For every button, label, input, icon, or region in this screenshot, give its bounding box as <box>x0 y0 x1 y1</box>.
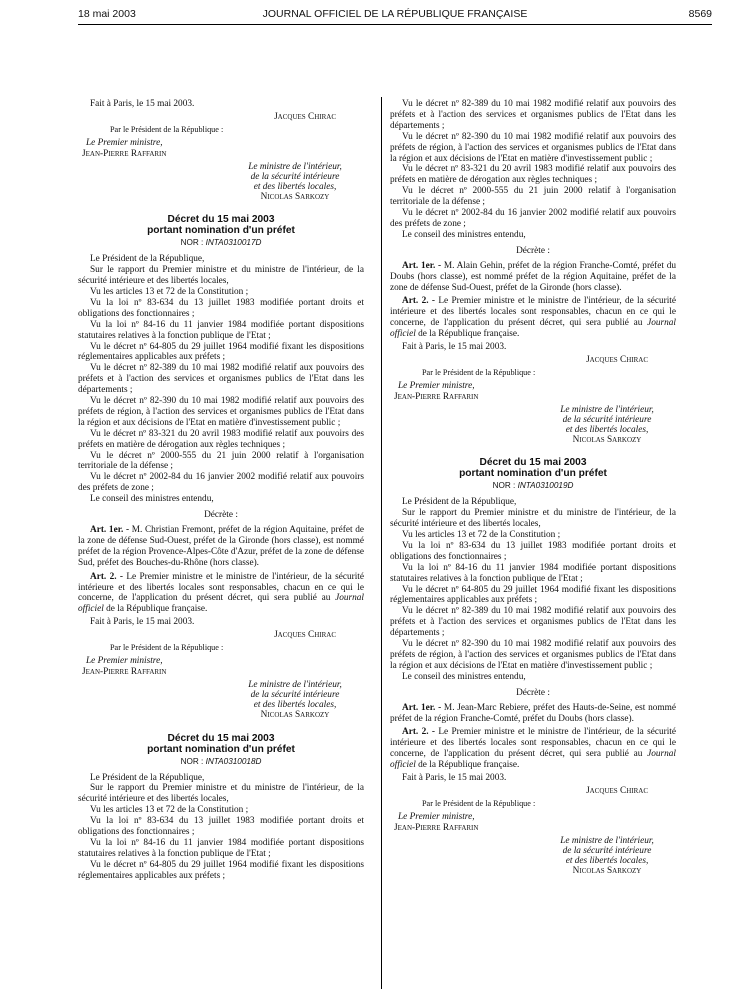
journal-officiel-ref: Journal officiel <box>78 593 364 615</box>
visa-paragraph: Le conseil des ministres entendu, <box>402 229 526 240</box>
fait-line: Fait à Paris, le 15 mai 2003. <box>402 342 507 353</box>
fait-line: Fait à Paris, le 15 mai 2003. <box>90 617 195 628</box>
visa-paragraph: Vu la loi nº 83-634 du 13 juillet 1983 modifiée portant droits et obligations des fonctionnaires ; <box>390 540 676 562</box>
nor-label: NOR : <box>180 238 204 248</box>
premier-ministre-name: Jean-Pierre Raffarin <box>82 148 167 159</box>
ministre-title-line: Le ministre de l'intérieur, <box>248 679 342 690</box>
par-le-president: Par le Président de la République : <box>110 643 224 653</box>
ministre-title-line: et des libertés locales, <box>253 181 337 192</box>
article-2 <box>78 572 364 616</box>
ministre-title-line: Le ministre de l'intérieur, <box>560 404 654 415</box>
article-text: M. Alain Gehin, préfet de la région Franche-Comté, préfet du Doubs (hors classe), est nommé préfet de la région Aquitaine, préfet de la zone de défense Sud-Ouest, préfet de la Gironde (hors classe). <box>390 260 676 293</box>
premier-ministre-name: Jean-Pierre Raffarin <box>394 822 479 833</box>
visa-paragraph: Le Président de la République, <box>402 497 517 508</box>
nor-code: INTA0310019D <box>517 481 574 491</box>
article-text: de la République française. <box>415 329 520 340</box>
decree-nor <box>78 238 364 249</box>
visa-paragraph: Le conseil des ministres entendu, <box>90 494 214 505</box>
article-text: Le Premier ministre et le ministre de l'intérieur, de la sécurité intérieure et des libertés locales sont responsables, chacun en ce qui le concerne, de l'application du présent décret, qui sera publié au <box>390 296 677 329</box>
ministre-title-line: de la sécurité intérieure <box>250 171 340 182</box>
visa-paragraph: Vu la loi nº 83-634 du 13 juillet 1983 modifiée portant droits et obligations des fonctionnaires ; <box>78 816 364 838</box>
decree-title-line1: Décret du 15 mai 2003 <box>167 214 275 226</box>
article-label: Art. 1er. - <box>90 525 130 535</box>
visa-paragraph: Vu le décret nº 82-389 du 10 mai 1982 modifié relatif aux pouvoirs des préfets et à l'action des services et organismes publics de l'Etat dans les départements ; <box>390 99 676 131</box>
premier-ministre-title: Le Premier ministre, <box>398 380 475 391</box>
premier-ministre-title: Le Premier ministre, <box>398 811 475 822</box>
decree-nor <box>78 757 364 768</box>
article-1 <box>390 703 676 725</box>
ministre-name: Nicolas Sarkozy <box>572 435 642 446</box>
decree-title <box>78 733 364 755</box>
ministre-title-line: de la sécurité intérieure <box>562 845 652 856</box>
ministre-title-line: et des libertés locales, <box>253 700 337 711</box>
decree-visas <box>390 497 676 682</box>
ministre-title-line: de la sécurité intérieure <box>562 414 652 425</box>
decree-title-line2: portant nomination d'un préfet <box>459 468 607 480</box>
signature-president: Jacques Chirac <box>586 354 648 365</box>
ministre-title-line: Le ministre de l'intérieur, <box>248 161 342 172</box>
page-header <box>78 8 712 24</box>
decree-visas-continued <box>390 99 676 241</box>
visa-paragraph: Vu le décret nº 2000-555 du 21 juin 2000 relatif à l'organisation territoriale de la défense ; <box>78 450 364 472</box>
visa-paragraph: Sur le rapport du Premier ministre et du ministre de l'intérieur, de la sécurité intérieure et des libertés locales, <box>390 508 676 530</box>
decrete-heading: Décrète : <box>204 510 238 521</box>
visa-paragraph: Vu le décret nº 82-389 du 10 mai 1982 modifié relatif aux pouvoirs des préfets et à l'action des services et organismes publics de l'Etat dans les départements ; <box>390 606 676 639</box>
signature-president: Jacques Chirac <box>586 785 648 796</box>
visa-paragraph: Vu le décret nº 2002-84 du 16 janvier 2002 modifié relatif aux pouvoirs des préfets de zone ; <box>390 208 676 229</box>
nor-code: INTA0310017D <box>205 238 262 248</box>
journal-officiel-ref: Journal officiel <box>390 318 676 340</box>
ministre-signature <box>226 162 364 203</box>
visa-paragraph: Le Président de la République, <box>90 772 205 783</box>
visa-paragraph: Vu le décret nº 83-321 du 20 avril 1983 modifié relatif aux pouvoirs des préfets en matière de dérogation aux règles techniques ; <box>390 164 676 186</box>
header-page-number: 8569 <box>688 8 712 20</box>
article-text: M. Christian Fremont, préfet de la région Aquitaine, préfet de la zone de défense Sud-Ouest, préfet de la Gironde (hors classe), est nommé préfet de la région Provence-Alpes-Côte d'Azur, préfet de la zone de défense Sud, préfet des Bouches-du-Rhône (hors classe). <box>78 525 364 568</box>
decrete-heading: Décrète : <box>516 687 550 698</box>
article-1 <box>78 525 364 569</box>
visa-paragraph: Vu le décret nº 64-805 du 29 juillet 1964 modifié fixant les dispositions réglementaires applicables aux préfets ; <box>78 341 364 363</box>
article-text: Le Premier ministre et le ministre de l'intérieur, de la sécurité intérieure et des libertés locales sont responsables, chacun en ce qui le concerne, de l'application du présent décret, qui sera publié au <box>390 727 677 760</box>
visa-paragraph: Vu la loi nº 84-16 du 11 janvier 1984 modifiée portant dispositions statutaires relatives à la fonction publique de l'Etat ; <box>78 319 364 341</box>
premier-ministre-name: Jean-Pierre Raffarin <box>82 666 167 677</box>
visa-paragraph: Sur le rapport du Premier ministre et du ministre de l'intérieur, de la sécurité intérieure et des libertés locales, <box>78 783 364 805</box>
left-column <box>78 99 364 882</box>
ministre-title-line: et des libertés locales, <box>565 424 649 435</box>
decree-visas <box>78 254 364 505</box>
article-text: Le Premier ministre et le ministre de l'intérieur, de la sécurité intérieure et des libertés locales sont responsables, chacun en ce qui le concerne, de l'application du présent décret, qui sera publié au <box>78 571 365 604</box>
decrete-heading: Décrète : <box>516 245 550 256</box>
signature-president: Jacques Chirac <box>274 111 336 122</box>
par-le-president: Par le Président de la République : <box>422 798 536 808</box>
ministre-name: Nicolas Sarkozy <box>572 866 642 877</box>
visa-paragraph: Vu le décret nº 82-390 du 10 mai 1982 modifié relatif aux pouvoirs des préfets de région, à l'action des services et organismes publics de l'Etat dans la région et aux décisions de l'Etat en matière d'investissement public ; <box>390 639 676 671</box>
article-1 <box>390 261 676 294</box>
ministre-title-line: et des libertés locales, <box>565 855 649 866</box>
visa-paragraph: Vu le décret nº 82-390 du 10 mai 1982 modifié relatif aux pouvoirs des préfets de région, à l'action des services et organismes publics de l'Etat dans la région et aux décisions de l'Etat en matière d'investissement public ; <box>78 396 364 428</box>
decree-title <box>390 457 676 479</box>
premier-ministre-title: Le Premier ministre, <box>86 137 163 148</box>
visa-paragraph: Vu le décret nº 83-321 du 20 avril 1983 modifié relatif aux pouvoirs des préfets en matière de dérogation aux règles techniques ; <box>78 428 364 450</box>
article-label: Art. 1er. - <box>402 702 442 713</box>
fait-line: Fait à Paris, le 15 mai 2003. <box>90 99 195 109</box>
visa-paragraph: Vu le décret nº 64-805 du 29 juillet 1964 modifié fixant les dispositions réglementaires applicables aux préfets ; <box>390 584 676 606</box>
header-rule <box>78 24 712 25</box>
ministre-signature <box>538 836 676 877</box>
premier-ministre-name: Jean-Pierre Raffarin <box>394 391 479 402</box>
visa-paragraph: Vu le décret nº 2002-84 du 16 janvier 2002 modifié relatif aux pouvoirs des préfets de zone ; <box>78 472 364 494</box>
decree-nor <box>390 481 676 492</box>
visa-paragraph: Vu les articles 13 et 72 de la Constitution ; <box>90 286 249 297</box>
column-divider <box>381 97 382 989</box>
visa-paragraph: Vu le décret nº 82-390 du 10 mai 1982 modifié relatif aux pouvoirs des préfets de région, à l'action des services et organismes publics de l'Etat dans la région et aux décisions de l'Etat en matière d'investissement public ; <box>390 131 676 164</box>
decree-visas <box>78 773 364 882</box>
journal-officiel-ref: Journal officiel <box>390 749 676 771</box>
fait-line: Fait à Paris, le 15 mai 2003. <box>402 773 507 784</box>
decree-title-line2: portant nomination d'un préfet <box>147 225 295 237</box>
visa-paragraph: Vu les articles 13 et 72 de la Constitution ; <box>90 805 249 816</box>
ministre-title-line: de la sécurité intérieure <box>250 689 340 700</box>
par-le-president: Par le Président de la République : <box>110 124 224 134</box>
ministre-signature <box>226 680 364 721</box>
nor-code: INTA0310018D <box>205 756 262 766</box>
article-label: Art. 1er. - <box>402 260 442 271</box>
ministre-name: Nicolas Sarkozy <box>260 192 330 203</box>
visa-paragraph: Le Président de la République, <box>90 254 205 265</box>
decree-title <box>78 214 364 236</box>
article-text: de la République française. <box>103 604 208 615</box>
visa-paragraph: Le conseil des ministres entendu, <box>402 671 526 682</box>
article-label: Art. 2. - <box>90 571 123 582</box>
article-2 <box>390 296 676 340</box>
visa-paragraph: Vu le décret nº 2000-555 du 21 juin 2000 relatif à l'organisation territoriale de la défense ; <box>390 186 676 208</box>
decree-title-line1: Décret du 15 mai 2003 <box>167 732 275 744</box>
article-label: Art. 2. - <box>402 296 435 307</box>
decree-title-line2: portant nomination d'un préfet <box>147 743 295 755</box>
visa-paragraph: Vu les articles 13 et 72 de la Constitution ; <box>402 530 561 540</box>
premier-ministre-title: Le Premier ministre, <box>86 655 163 666</box>
decree-title-line1: Décret du 15 mai 2003 <box>479 457 587 469</box>
nor-label: NOR : <box>492 481 516 491</box>
header-date: 18 mai 2003 <box>78 8 136 20</box>
visa-paragraph: Vu le décret nº 82-389 du 10 mai 1982 modifié relatif aux pouvoirs des préfets et à l'action des services et organismes publics de l'Etat dans les départements ; <box>78 363 364 396</box>
right-column <box>390 99 676 876</box>
article-text: M. Jean-Marc Rebiere, préfet des Hauts-de-Seine, est nommé préfet de la région Franche-Comté, préfet du Doubs (hors classe). <box>390 702 676 724</box>
article-text: de la République française. <box>415 760 520 771</box>
article-label: Art. 2. - <box>402 727 435 738</box>
header-journal-title: JOURNAL OFFICIEL DE LA RÉPUBLIQUE FRANÇAISE <box>262 8 528 20</box>
ministre-title-line: Le ministre de l'intérieur, <box>560 835 654 846</box>
ministre-name: Nicolas Sarkozy <box>260 710 330 721</box>
signature-president: Jacques Chirac <box>274 630 336 641</box>
visa-paragraph: Vu la loi nº 83-634 du 13 juillet 1983 modifiée portant droits et obligations des fonctionnaires ; <box>78 297 364 319</box>
visa-paragraph: Vu le décret nº 64-805 du 29 juillet 1964 modifié fixant les dispositions réglementaires applicables aux préfets ; <box>78 859 364 881</box>
visa-paragraph: Vu la loi nº 84-16 du 11 janvier 1984 modifiée portant dispositions statutaires relatives à la fonction publique de l'Etat ; <box>390 562 676 584</box>
ministre-signature <box>538 405 676 446</box>
article-2 <box>390 727 676 771</box>
visa-paragraph: Vu la loi nº 84-16 du 11 janvier 1984 modifiée portant dispositions statutaires relatives à la fonction publique de l'Etat ; <box>78 837 364 859</box>
visa-paragraph: Sur le rapport du Premier ministre et du ministre de l'intérieur, de la sécurité intérieure et des libertés locales, <box>78 265 364 287</box>
par-le-president: Par le Président de la République : <box>422 367 536 377</box>
nor-label: NOR : <box>180 756 204 766</box>
